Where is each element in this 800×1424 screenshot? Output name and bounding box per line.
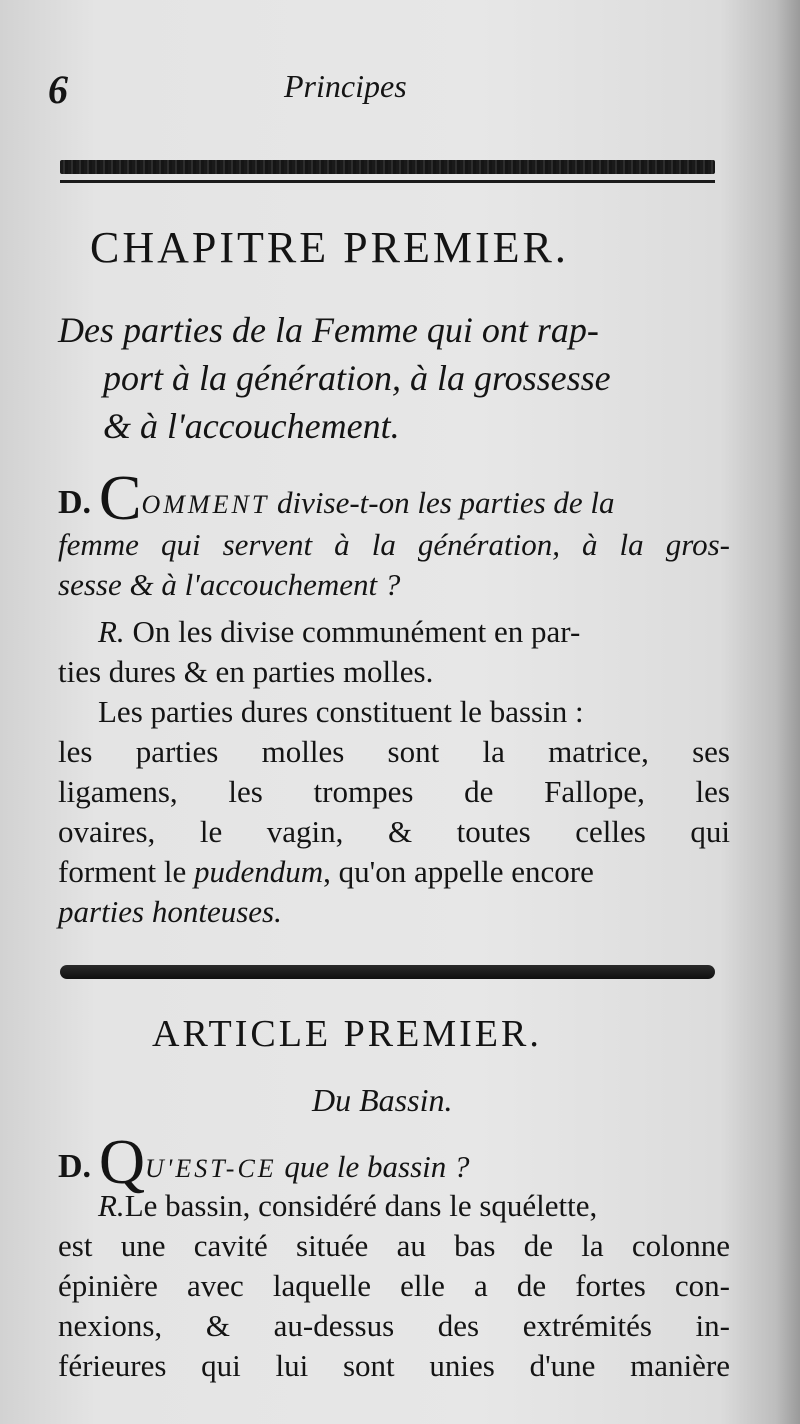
smallcaps-word: OMMENT bbox=[141, 490, 270, 519]
answer-2-line-5: férieures qui lui sont unies d'une manière bbox=[58, 1348, 730, 1383]
subtitle-line-1: Des parties de la Femme qui ont rap- bbox=[58, 310, 599, 350]
paragraph-2-line-2: les parties molles sont la matrice, ses bbox=[58, 734, 730, 769]
line-5-start: forment le bbox=[58, 854, 187, 889]
paragraph-2-line-6: parties honteuses. bbox=[58, 894, 282, 929]
paragraph-2-line-3: ligamens, les trompes de Fallope, les bbox=[58, 774, 730, 809]
question-1-line-3: sesse & à l'accouchement ? bbox=[58, 567, 401, 602]
answer-2-line-2: est une cavité située au bas de la colonne bbox=[58, 1228, 730, 1263]
section-title: Du Bassin. bbox=[312, 1082, 453, 1118]
paragraph-2-line-1: Les parties dures constituent le bassin : bbox=[98, 694, 584, 729]
question-label: D. bbox=[58, 1148, 92, 1185]
answer-2-line-1 bbox=[58, 1186, 730, 1226]
answer-label: R. bbox=[98, 1188, 125, 1223]
answer-1 bbox=[58, 612, 730, 692]
drop-capital: Q bbox=[98, 1126, 146, 1197]
subtitle-line-2: port à la génération, à la grossesse bbox=[103, 358, 611, 398]
answer-1-text: On les divise communément en par- bbox=[132, 614, 581, 649]
top-ornamental-rule bbox=[60, 160, 715, 188]
question-2 bbox=[58, 1126, 730, 1197]
page-header bbox=[48, 58, 728, 118]
article-title: ARTICLE PREMIER. bbox=[152, 1013, 542, 1055]
question-1-text: divise-t-on les parties de la bbox=[277, 485, 615, 520]
article-separator-rule bbox=[60, 965, 715, 979]
line-5-italic: pudendum bbox=[194, 854, 324, 889]
question-1 bbox=[58, 462, 730, 605]
smallcaps-word: U'EST-CE bbox=[145, 1154, 277, 1183]
answer-1-line-1 bbox=[58, 612, 730, 652]
question-2-text: que le bassin ? bbox=[284, 1149, 470, 1184]
subtitle-line-3: & à l'accouchement. bbox=[103, 406, 400, 446]
answer-2-line-4: nexions, & au-dessus des extrémités in- bbox=[58, 1308, 730, 1343]
drop-capital: C bbox=[98, 462, 142, 533]
question-2-line bbox=[58, 1126, 730, 1197]
top-rule-thin bbox=[60, 180, 715, 183]
top-rule-thick bbox=[60, 160, 715, 174]
question-1-line-2: femme qui servent à la génération, à la gros- bbox=[58, 527, 730, 562]
paragraph-2-line-5 bbox=[58, 852, 730, 892]
paragraph-2-line-4: ovaires, le vagin, & toutes celles qui bbox=[58, 814, 730, 849]
answer-2 bbox=[58, 1186, 730, 1386]
question-1-line-1 bbox=[58, 462, 730, 533]
answer-2-text: Le bassin, considéré dans le squélette, bbox=[124, 1188, 598, 1223]
line-5-end: , qu'on appelle encore bbox=[323, 854, 594, 889]
chapter-title: CHAPITRE PREMIER. bbox=[90, 223, 569, 272]
answer-label: R. bbox=[98, 614, 125, 649]
answer-2-line-3: épinière avec laquelle elle a de fortes con- bbox=[58, 1268, 730, 1303]
paragraph-2 bbox=[58, 692, 730, 932]
answer-1-line-2: ties dures & en parties molles. bbox=[58, 654, 434, 689]
running-title: Principes bbox=[284, 68, 407, 104]
question-label: D. bbox=[58, 484, 92, 521]
page-number: 6 bbox=[48, 67, 68, 112]
chapter-subtitle bbox=[58, 306, 728, 450]
